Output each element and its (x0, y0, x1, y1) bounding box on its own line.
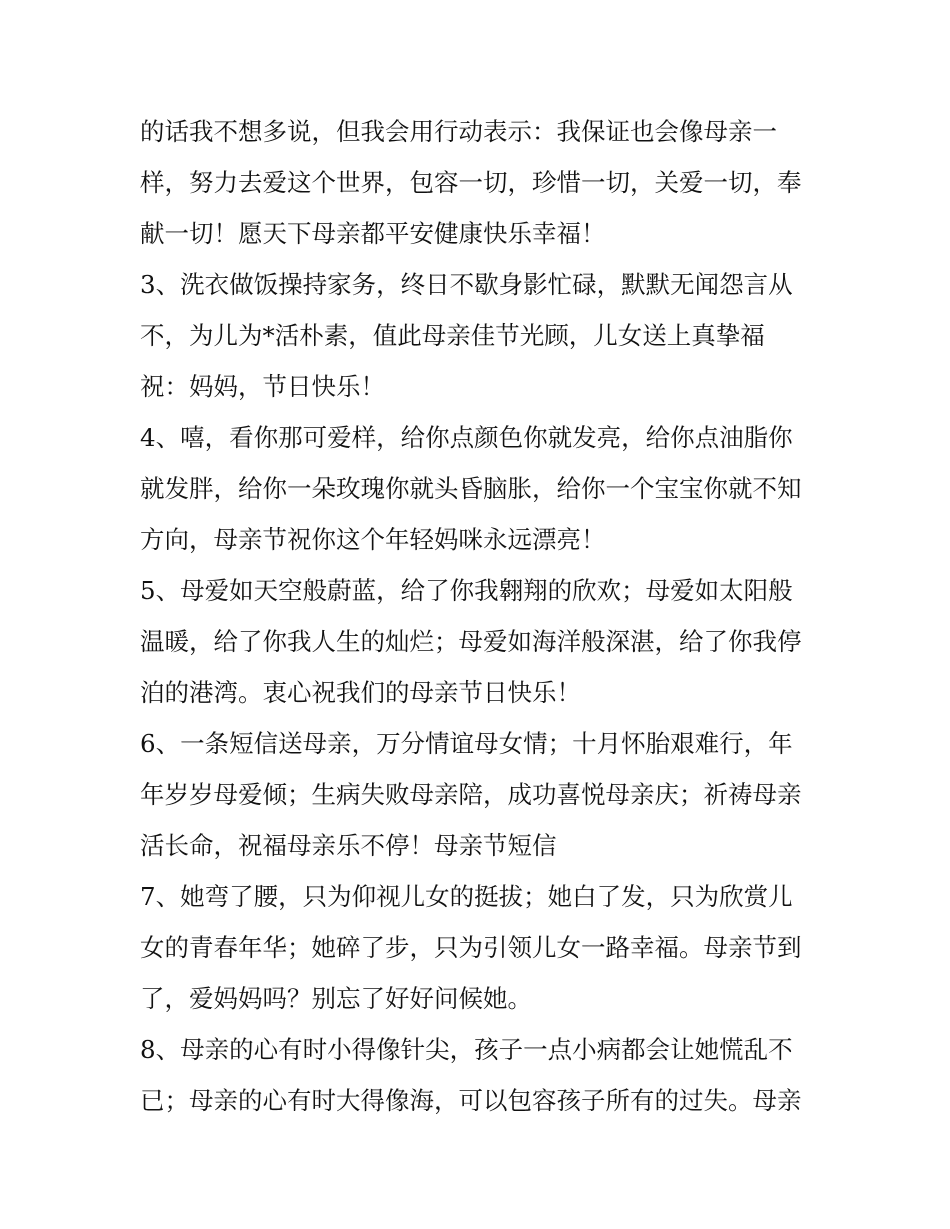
text-line: 6、一条短信送母亲，万分情谊母女情；十月怀胎艰难行，年 (140, 729, 793, 758)
text-line: 年岁岁母爱倾；生病失败母亲陪，成功喜悦母亲庆；祈祷母亲 (140, 780, 802, 809)
text-line: 了，爱妈妈吗？别忘了好好问候她。 (140, 984, 532, 1013)
text-line: 样，努力去爱这个世界，包容一切，珍惜一切，关爱一切，奉 (140, 168, 802, 197)
text-line: 8、母亲的心有时小得像针尖，孩子一点小病都会让她慌乱不 (140, 1035, 793, 1064)
text-line: 7、她弯了腰，只为仰视儿女的挺拔；她白了发，只为欣赏儿 (140, 882, 793, 911)
text-line: 不，为儿为*活朴素，值此母亲佳节光顾，儿女送上真挚福 (140, 321, 765, 350)
text-line: 温暖，给了你我人生的灿烂；母爱如海洋般深湛，给了你我停 (140, 627, 802, 656)
text-line: 就发胖，给你一朵玫瑰你就头昏脑胀，给你一个宝宝你就不知 (140, 474, 802, 503)
text-line: 献一切！愿天下母亲都平安健康快乐幸福！ (140, 219, 606, 248)
text-line: 方向，母亲节祝你这个年轻妈咪永远漂亮！ (140, 525, 606, 554)
body-text (140, 106, 830, 1126)
text-line: 祝：妈妈，节日快乐！ (140, 372, 385, 401)
text-line: 的话我不想多说，但我会用行动表示：我保证也会像母亲一 (140, 117, 777, 146)
text-line: 3、洗衣做饭操持家务，终日不歇身影忙碌，默默无闻怨言从 (140, 270, 793, 299)
text-line: 活长命，祝福母亲乐不停！母亲节短信 (140, 831, 557, 860)
text-line: 泊的港湾。衷心祝我们的母亲节日快乐！ (140, 678, 581, 707)
text-line: 5、母爱如天空般蔚蓝，给了你我翱翔的欣欢；母爱如太阳般 (140, 576, 793, 605)
text-line: 已；母亲的心有时大得像海，可以包容孩子所有的过失。母亲 (140, 1086, 802, 1115)
text-line: 女的青春年华；她碎了步，只为引领儿女一路幸福。母亲节到 (140, 933, 802, 962)
text-line: 4、嘻，看你那可爱样，给你点颜色你就发亮，给你点油脂你 (140, 423, 793, 452)
